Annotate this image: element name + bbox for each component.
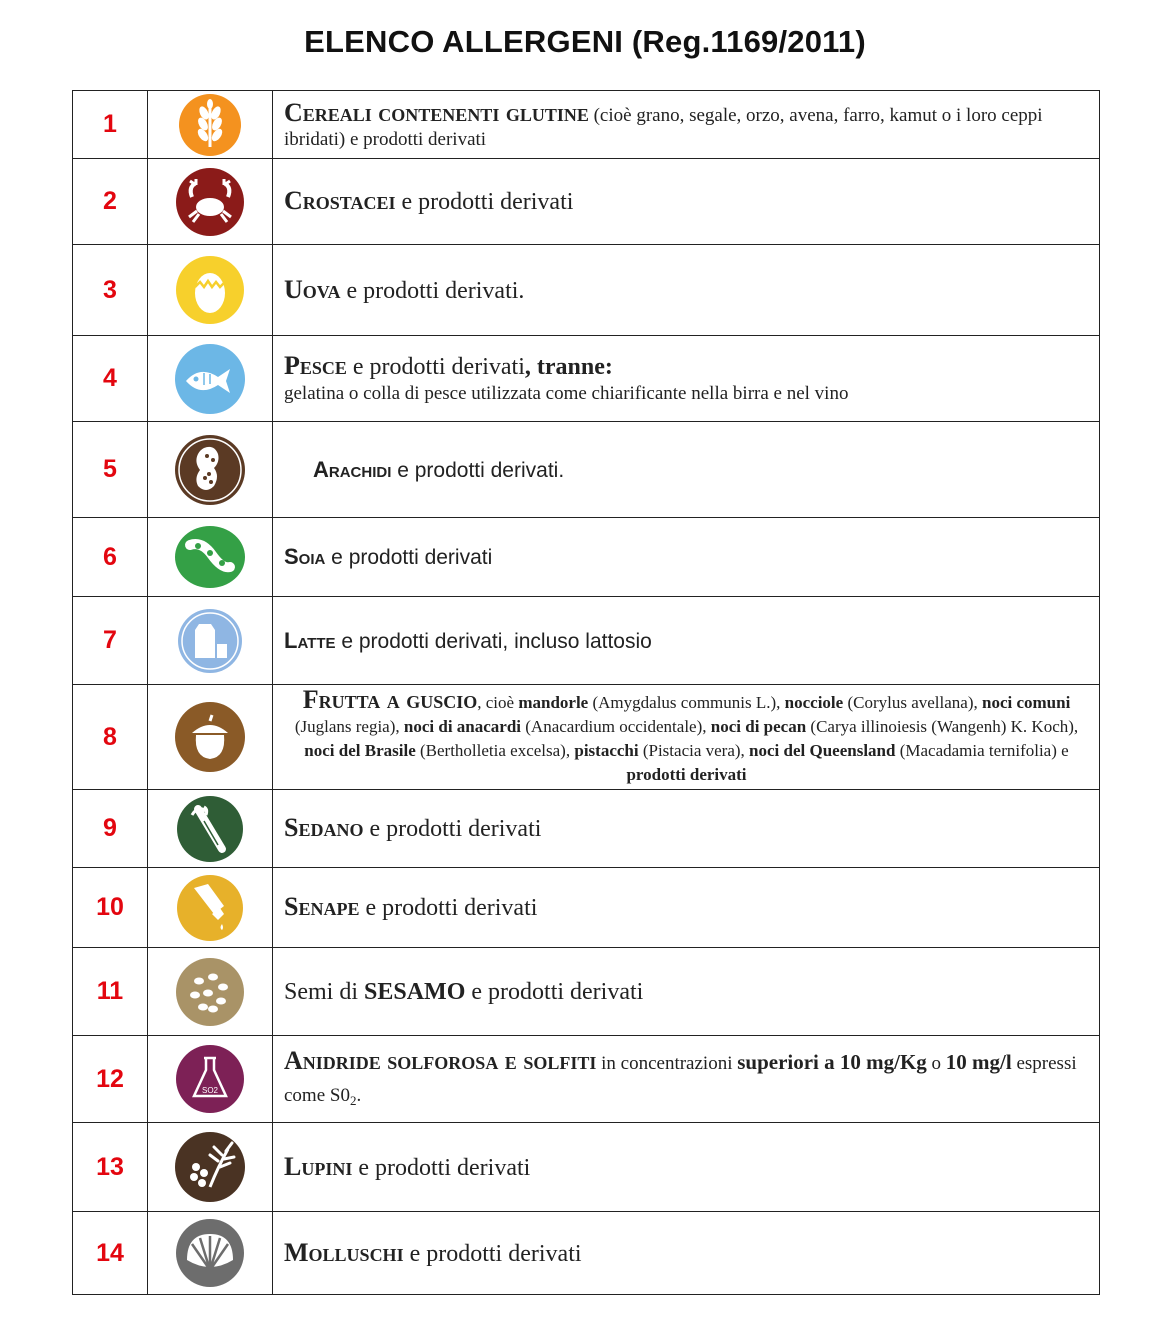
- nut-icon: [174, 701, 246, 773]
- allergen-description: Latte e prodotti derivati, incluso lattosio: [273, 597, 1100, 685]
- row-number: 10: [73, 868, 148, 948]
- table-row: [73, 597, 1100, 685]
- cereali-icon-cell: [148, 91, 273, 159]
- crab-icon: [175, 167, 245, 237]
- frutta-icon-cell: [148, 685, 273, 790]
- row-number: 13: [73, 1123, 148, 1212]
- allergen-description: Uova e prodotti derivati.: [273, 245, 1100, 336]
- allergen-name: SESAMO: [364, 978, 466, 1005]
- latte-icon-cell: [148, 597, 273, 685]
- allergen-description: Molluschi e prodotti derivati: [273, 1212, 1100, 1295]
- allergen-description: Senape e prodotti derivati: [273, 868, 1100, 948]
- row-number: 3: [73, 245, 148, 336]
- sesamo-icon-cell: [148, 948, 273, 1036]
- molluschi-icon-cell: [148, 1212, 273, 1295]
- sedano-icon-cell: [148, 790, 273, 868]
- row-number: 6: [73, 518, 148, 597]
- row-number: 1: [73, 91, 148, 159]
- table-row: [73, 685, 1100, 790]
- page-title: ELENCO ALLERGENI (Reg.1169/2011): [304, 24, 866, 59]
- allergen-description: Cereali contenenti glutine (cioè grano, segale, orzo, avena, farro, kamut o i loro ceppi ibridati) e prodotti derivati: [273, 91, 1100, 159]
- celery-icon: [176, 795, 244, 863]
- row-number: 12: [73, 1036, 148, 1123]
- allergen-description: Anidride solforosa e solfiti in concentrazioni superiori a 10 mg/Kg o 10 mg/l espressi come $S0_2$.: [273, 1036, 1100, 1123]
- allergen-description: Crostacei e prodotti derivati: [273, 159, 1100, 245]
- row-number: 9: [73, 790, 148, 868]
- crostacei-icon-cell: [148, 159, 273, 245]
- allergen-description: Arachidi e prodotti derivati.: [273, 422, 1100, 518]
- allergen-name: Lupini: [284, 1151, 353, 1181]
- fish-icon: [174, 343, 246, 415]
- senape-icon-cell: [148, 868, 273, 948]
- table-row: [73, 159, 1100, 245]
- allergen-name: Anidride solforosa e solfiti: [284, 1045, 597, 1075]
- allergen-name: Sedano: [284, 813, 364, 842]
- milk-icon: [177, 608, 243, 674]
- table-row: [73, 868, 1100, 948]
- shell-icon: [175, 1218, 245, 1288]
- mustard-icon: [176, 874, 244, 942]
- table-row: [73, 1123, 1100, 1212]
- arachidi-icon-cell: [148, 422, 273, 518]
- table-row: [73, 91, 1100, 159]
- table-row: [73, 336, 1100, 422]
- table-row: [73, 518, 1100, 597]
- uova-icon-cell: [148, 245, 273, 336]
- wheat-icon: [178, 93, 242, 157]
- so2-label: SO2: [201, 1086, 219, 1095]
- allergen-description: Semi di SESAMO e prodotti derivati: [273, 948, 1100, 1036]
- egg-icon: [175, 255, 245, 325]
- allergen-table: [72, 90, 1100, 1295]
- allergen-name: Uova: [284, 274, 341, 304]
- row-number: 5: [73, 422, 148, 518]
- row-number: 2: [73, 159, 148, 245]
- allergen-description: Soia e prodotti derivati: [273, 518, 1100, 597]
- row-number: 11: [73, 948, 148, 1036]
- allergen-description: Pesce e prodotti derivati, tranne: gelatina o colla di pesce utilizzata come chiarificante nella birra e nel vino: [273, 336, 1100, 422]
- allergen-name: Cereali contenenti glutine: [284, 97, 589, 127]
- soia-icon-cell: [148, 518, 273, 597]
- allergen-description: Frutta a guscio, cioè mandorle (Amygdalus communis L.), nocciole (Corylus avellana), noci comuni (Juglans regia), noci di anacardi (Anacardium occidentale), noci di pecan (Carya illinoiesis (Wangenh) K. Koch), noci del Brasile (Bertholletia excelsa), pistacchi (Pistacia vera), noci del Queensland (Macadamia ternifolia) e prodotti derivati: [273, 685, 1100, 790]
- peanut-icon: [174, 434, 246, 506]
- row-number: 14: [73, 1212, 148, 1295]
- allergen-name: Arachidi: [313, 456, 392, 482]
- solfiti-icon-cell: [148, 1036, 273, 1123]
- table-row: [73, 1036, 1100, 1123]
- pesce-icon-cell: [148, 336, 273, 422]
- allergen-name: Soia: [284, 544, 326, 569]
- table-row: [73, 1212, 1100, 1295]
- row-number: 7: [73, 597, 148, 685]
- sesame-icon: [175, 957, 245, 1027]
- lupini-icon-cell: [148, 1123, 273, 1212]
- table-row: [73, 790, 1100, 868]
- table-row: [73, 422, 1100, 518]
- allergen-name: Frutta a guscio: [302, 684, 478, 714]
- flask-icon: [175, 1044, 245, 1114]
- lupin-icon: [174, 1131, 246, 1203]
- allergen-description: Lupini e prodotti derivati: [273, 1123, 1100, 1212]
- soy-icon: [174, 525, 246, 589]
- table-row: [73, 245, 1100, 336]
- row-number: 8: [73, 685, 148, 790]
- allergen-name: Crostacei: [284, 186, 396, 215]
- row-number: 4: [73, 336, 148, 422]
- allergen-name: Pesce: [284, 351, 347, 380]
- allergen-name: Senape: [284, 892, 360, 921]
- allergen-name: Molluschi: [284, 1237, 404, 1267]
- table-row: [73, 948, 1100, 1036]
- allergen-name: Latte: [284, 627, 336, 653]
- allergen-description: Sedano e prodotti derivati: [273, 790, 1100, 868]
